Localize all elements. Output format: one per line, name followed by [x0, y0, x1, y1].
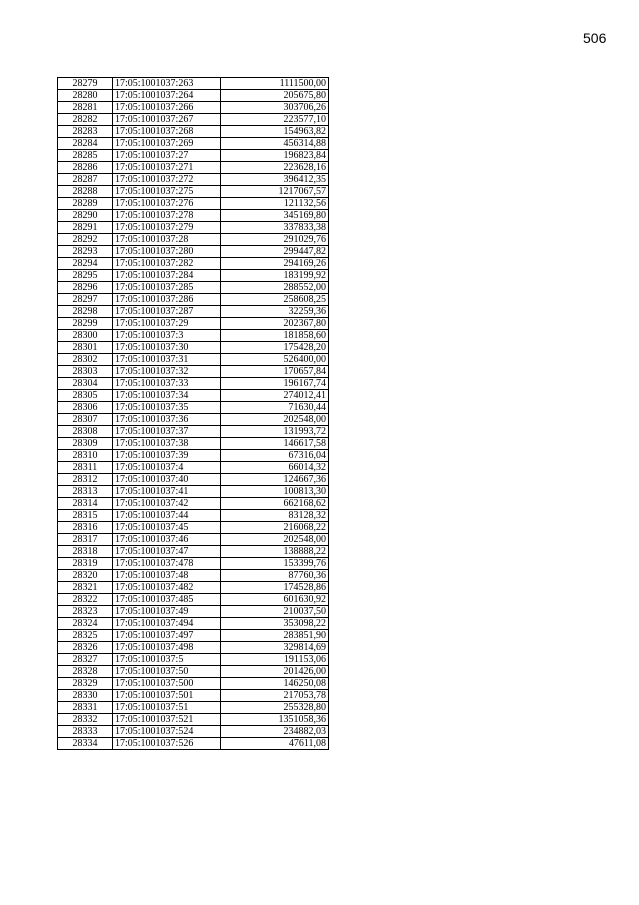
amount-cell: 303706,26 [221, 102, 329, 114]
amount-cell: 205675,80 [221, 90, 329, 102]
table-row [58, 174, 329, 186]
cadastral-number-cell: 17:05:1001037:35 [113, 402, 221, 414]
cadastral-number-cell: 17:05:1001037:278 [113, 210, 221, 222]
row-number-cell: 28334 [58, 738, 113, 750]
table-row [58, 510, 329, 522]
amount-cell: 274012,41 [221, 390, 329, 402]
amount-cell: 32259,36 [221, 306, 329, 318]
table-row [58, 450, 329, 462]
cadastral-number-cell: 17:05:1001037:485 [113, 594, 221, 606]
row-number-cell: 28281 [58, 102, 113, 114]
row-number-cell: 28290 [58, 210, 113, 222]
cadastral-number-cell: 17:05:1001037:38 [113, 438, 221, 450]
cadastral-number-cell: 17:05:1001037:494 [113, 618, 221, 630]
amount-cell: 1217067,57 [221, 186, 329, 198]
cadastral-number-cell: 17:05:1001037:31 [113, 354, 221, 366]
row-number-cell: 28333 [58, 726, 113, 738]
cadastral-number-cell: 17:05:1001037:264 [113, 90, 221, 102]
table-row [58, 90, 329, 102]
amount-cell: 183199,92 [221, 270, 329, 282]
cadastral-number-cell: 17:05:1001037:49 [113, 606, 221, 618]
cadastral-number-cell: 17:05:1001037:501 [113, 690, 221, 702]
table-row [58, 234, 329, 246]
cadastral-number-cell: 17:05:1001037:271 [113, 162, 221, 174]
amount-cell: 181858,60 [221, 330, 329, 342]
table-row [58, 126, 329, 138]
table-row [58, 558, 329, 570]
amount-cell: 131993,72 [221, 426, 329, 438]
table-row [58, 666, 329, 678]
row-number-cell: 28315 [58, 510, 113, 522]
amount-cell: 234882,03 [221, 726, 329, 738]
table-row [58, 378, 329, 390]
row-number-cell: 28322 [58, 594, 113, 606]
row-number-cell: 28292 [58, 234, 113, 246]
cadastral-number-cell: 17:05:1001037:30 [113, 342, 221, 354]
table-row [58, 630, 329, 642]
amount-cell: 283851,90 [221, 630, 329, 642]
row-number-cell: 28318 [58, 546, 113, 558]
cadastral-number-cell: 17:05:1001037:51 [113, 702, 221, 714]
row-number-cell: 28280 [58, 90, 113, 102]
row-number-cell: 28302 [58, 354, 113, 366]
cadastral-number-cell: 17:05:1001037:497 [113, 630, 221, 642]
table-row [58, 198, 329, 210]
cadastral-number-cell: 17:05:1001037:272 [113, 174, 221, 186]
row-number-cell: 28293 [58, 246, 113, 258]
table-row [58, 570, 329, 582]
row-number-cell: 28317 [58, 534, 113, 546]
amount-cell: 255328,80 [221, 702, 329, 714]
cadastral-number-cell: 17:05:1001037:28 [113, 234, 221, 246]
cadastral-number-cell: 17:05:1001037:498 [113, 642, 221, 654]
amount-cell: 174528,86 [221, 582, 329, 594]
cadastral-number-cell: 17:05:1001037:37 [113, 426, 221, 438]
cadastral-number-cell: 17:05:1001037:33 [113, 378, 221, 390]
amount-cell: 456314,88 [221, 138, 329, 150]
row-number-cell: 28314 [58, 498, 113, 510]
table-row [58, 330, 329, 342]
table-row [58, 738, 329, 750]
cadastral-number-cell: 17:05:1001037:36 [113, 414, 221, 426]
table-row [58, 138, 329, 150]
amount-cell: 83128,32 [221, 510, 329, 522]
row-number-cell: 28288 [58, 186, 113, 198]
table-row [58, 714, 329, 726]
cadastral-number-cell: 17:05:1001037:45 [113, 522, 221, 534]
amount-cell: 67316,04 [221, 450, 329, 462]
cadastral-number-cell: 17:05:1001037:50 [113, 666, 221, 678]
amount-cell: 201426,00 [221, 666, 329, 678]
cadastral-number-cell: 17:05:1001037:4 [113, 462, 221, 474]
row-number-cell: 28330 [58, 690, 113, 702]
amount-cell: 66014,32 [221, 462, 329, 474]
row-number-cell: 28285 [58, 150, 113, 162]
page-number: 506 [583, 30, 607, 46]
row-number-cell: 28312 [58, 474, 113, 486]
amount-cell: 299447,82 [221, 246, 329, 258]
row-number-cell: 28299 [58, 318, 113, 330]
amount-cell: 202548,00 [221, 414, 329, 426]
row-number-cell: 28295 [58, 270, 113, 282]
row-number-cell: 28321 [58, 582, 113, 594]
amount-cell: 526400,00 [221, 354, 329, 366]
amount-cell: 1351058,36 [221, 714, 329, 726]
cadastral-number-cell: 17:05:1001037:44 [113, 510, 221, 522]
row-number-cell: 28320 [58, 570, 113, 582]
cadastral-number-cell: 17:05:1001037:40 [113, 474, 221, 486]
cadastral-number-cell: 17:05:1001037:42 [113, 498, 221, 510]
table-row [58, 342, 329, 354]
table-row [58, 102, 329, 114]
cadastral-number-cell: 17:05:1001037:47 [113, 546, 221, 558]
cadastral-number-cell: 17:05:1001037:48 [113, 570, 221, 582]
amount-cell: 87760,36 [221, 570, 329, 582]
row-number-cell: 28306 [58, 402, 113, 414]
row-number-cell: 28304 [58, 378, 113, 390]
cadastral-number-cell: 17:05:1001037:5 [113, 654, 221, 666]
row-number-cell: 28323 [58, 606, 113, 618]
row-number-cell: 28283 [58, 126, 113, 138]
table-row [58, 210, 329, 222]
table-row [58, 582, 329, 594]
row-number-cell: 28305 [58, 390, 113, 402]
row-number-cell: 28326 [58, 642, 113, 654]
cadastral-number-cell: 17:05:1001037:267 [113, 114, 221, 126]
amount-cell: 146250,08 [221, 678, 329, 690]
table-row [58, 594, 329, 606]
table-row [58, 618, 329, 630]
cadastral-number-cell: 17:05:1001037:521 [113, 714, 221, 726]
amount-cell: 47611,08 [221, 738, 329, 750]
amount-cell: 191153,06 [221, 654, 329, 666]
table-row [58, 654, 329, 666]
row-number-cell: 28301 [58, 342, 113, 354]
row-number-cell: 28327 [58, 654, 113, 666]
table-row [58, 306, 329, 318]
table-row [58, 390, 329, 402]
amount-cell: 291029,76 [221, 234, 329, 246]
amount-cell: 223628,16 [221, 162, 329, 174]
cadastral-number-cell: 17:05:1001037:3 [113, 330, 221, 342]
amount-cell: 202548,00 [221, 534, 329, 546]
table-row [58, 354, 329, 366]
amount-cell: 294169,26 [221, 258, 329, 270]
amount-cell: 1111500,00 [221, 78, 329, 90]
amount-cell: 217053,78 [221, 690, 329, 702]
table-row [58, 150, 329, 162]
row-number-cell: 28282 [58, 114, 113, 126]
amount-cell: 396412,35 [221, 174, 329, 186]
table-row [58, 702, 329, 714]
table-row [58, 246, 329, 258]
amount-cell: 223577,10 [221, 114, 329, 126]
table-row [58, 546, 329, 558]
amount-cell: 216068,22 [221, 522, 329, 534]
cadastral-number-cell: 17:05:1001037:34 [113, 390, 221, 402]
row-number-cell: 28310 [58, 450, 113, 462]
table-row [58, 522, 329, 534]
amount-cell: 124667,36 [221, 474, 329, 486]
row-number-cell: 28332 [58, 714, 113, 726]
table-row [58, 186, 329, 198]
table-row [58, 270, 329, 282]
row-number-cell: 28296 [58, 282, 113, 294]
row-number-cell: 28286 [58, 162, 113, 174]
amount-cell: 100813,30 [221, 486, 329, 498]
cadastral-number-cell: 17:05:1001037:500 [113, 678, 221, 690]
cadastral-number-cell: 17:05:1001037:29 [113, 318, 221, 330]
amount-cell: 138888,22 [221, 546, 329, 558]
amount-cell: 202367,80 [221, 318, 329, 330]
row-number-cell: 28325 [58, 630, 113, 642]
amount-cell: 71630,44 [221, 402, 329, 414]
table-row [58, 258, 329, 270]
table-row [58, 294, 329, 306]
table-row [58, 534, 329, 546]
table-row [58, 78, 329, 90]
amount-cell: 601630,92 [221, 594, 329, 606]
data-table [57, 77, 329, 750]
row-number-cell: 28328 [58, 666, 113, 678]
row-number-cell: 28298 [58, 306, 113, 318]
cadastral-number-cell: 17:05:1001037:526 [113, 738, 221, 750]
cadastral-number-cell: 17:05:1001037:263 [113, 78, 221, 90]
cadastral-number-cell: 17:05:1001037:524 [113, 726, 221, 738]
amount-cell: 146617,58 [221, 438, 329, 450]
table-row [58, 402, 329, 414]
amount-cell: 170657,84 [221, 366, 329, 378]
table-row [58, 426, 329, 438]
cadastral-number-cell: 17:05:1001037:276 [113, 198, 221, 210]
row-number-cell: 28284 [58, 138, 113, 150]
cadastral-number-cell: 17:05:1001037:279 [113, 222, 221, 234]
table-row [58, 486, 329, 498]
table-row [58, 162, 329, 174]
row-number-cell: 28311 [58, 462, 113, 474]
cadastral-number-cell: 17:05:1001037:287 [113, 306, 221, 318]
cadastral-number-cell: 17:05:1001037:284 [113, 270, 221, 282]
table-body [58, 78, 329, 750]
row-number-cell: 28289 [58, 198, 113, 210]
table-row [58, 318, 329, 330]
amount-cell: 258608,25 [221, 294, 329, 306]
cadastral-number-cell: 17:05:1001037:46 [113, 534, 221, 546]
cadastral-number-cell: 17:05:1001037:482 [113, 582, 221, 594]
row-number-cell: 28316 [58, 522, 113, 534]
amount-cell: 154963,82 [221, 126, 329, 138]
row-number-cell: 28307 [58, 414, 113, 426]
amount-cell: 288552,00 [221, 282, 329, 294]
amount-cell: 353098,22 [221, 618, 329, 630]
row-number-cell: 28324 [58, 618, 113, 630]
table-row [58, 606, 329, 618]
amount-cell: 175428,20 [221, 342, 329, 354]
row-number-cell: 28300 [58, 330, 113, 342]
row-number-cell: 28329 [58, 678, 113, 690]
row-number-cell: 28309 [58, 438, 113, 450]
amount-cell: 662168,62 [221, 498, 329, 510]
amount-cell: 210037,50 [221, 606, 329, 618]
row-number-cell: 28279 [58, 78, 113, 90]
table-row [58, 690, 329, 702]
cadastral-number-cell: 17:05:1001037:268 [113, 126, 221, 138]
row-number-cell: 28308 [58, 426, 113, 438]
cadastral-number-cell: 17:05:1001037:27 [113, 150, 221, 162]
row-number-cell: 28331 [58, 702, 113, 714]
cadastral-number-cell: 17:05:1001037:269 [113, 138, 221, 150]
table-row [58, 726, 329, 738]
amount-cell: 196167,74 [221, 378, 329, 390]
amount-cell: 121132,56 [221, 198, 329, 210]
cadastral-number-cell: 17:05:1001037:280 [113, 246, 221, 258]
amount-cell: 153399,76 [221, 558, 329, 570]
cadastral-number-cell: 17:05:1001037:286 [113, 294, 221, 306]
amount-cell: 345169,80 [221, 210, 329, 222]
row-number-cell: 28319 [58, 558, 113, 570]
cadastral-number-cell: 17:05:1001037:41 [113, 486, 221, 498]
table-row [58, 114, 329, 126]
amount-cell: 196823,84 [221, 150, 329, 162]
cadastral-number-cell: 17:05:1001037:478 [113, 558, 221, 570]
amount-cell: 329814,69 [221, 642, 329, 654]
table-row [58, 366, 329, 378]
amount-cell: 337833,38 [221, 222, 329, 234]
cadastral-number-cell: 17:05:1001037:266 [113, 102, 221, 114]
cadastral-number-cell: 17:05:1001037:39 [113, 450, 221, 462]
row-number-cell: 28291 [58, 222, 113, 234]
table-row [58, 414, 329, 426]
cadastral-number-cell: 17:05:1001037:285 [113, 282, 221, 294]
row-number-cell: 28294 [58, 258, 113, 270]
table-row [58, 642, 329, 654]
table-row [58, 438, 329, 450]
cadastral-number-cell: 17:05:1001037:282 [113, 258, 221, 270]
row-number-cell: 28313 [58, 486, 113, 498]
table-row [58, 474, 329, 486]
table-row [58, 282, 329, 294]
table-row [58, 462, 329, 474]
table-row [58, 222, 329, 234]
table-row [58, 678, 329, 690]
row-number-cell: 28303 [58, 366, 113, 378]
row-number-cell: 28287 [58, 174, 113, 186]
cadastral-number-cell: 17:05:1001037:32 [113, 366, 221, 378]
row-number-cell: 28297 [58, 294, 113, 306]
cadastral-number-cell: 17:05:1001037:275 [113, 186, 221, 198]
table-row [58, 498, 329, 510]
